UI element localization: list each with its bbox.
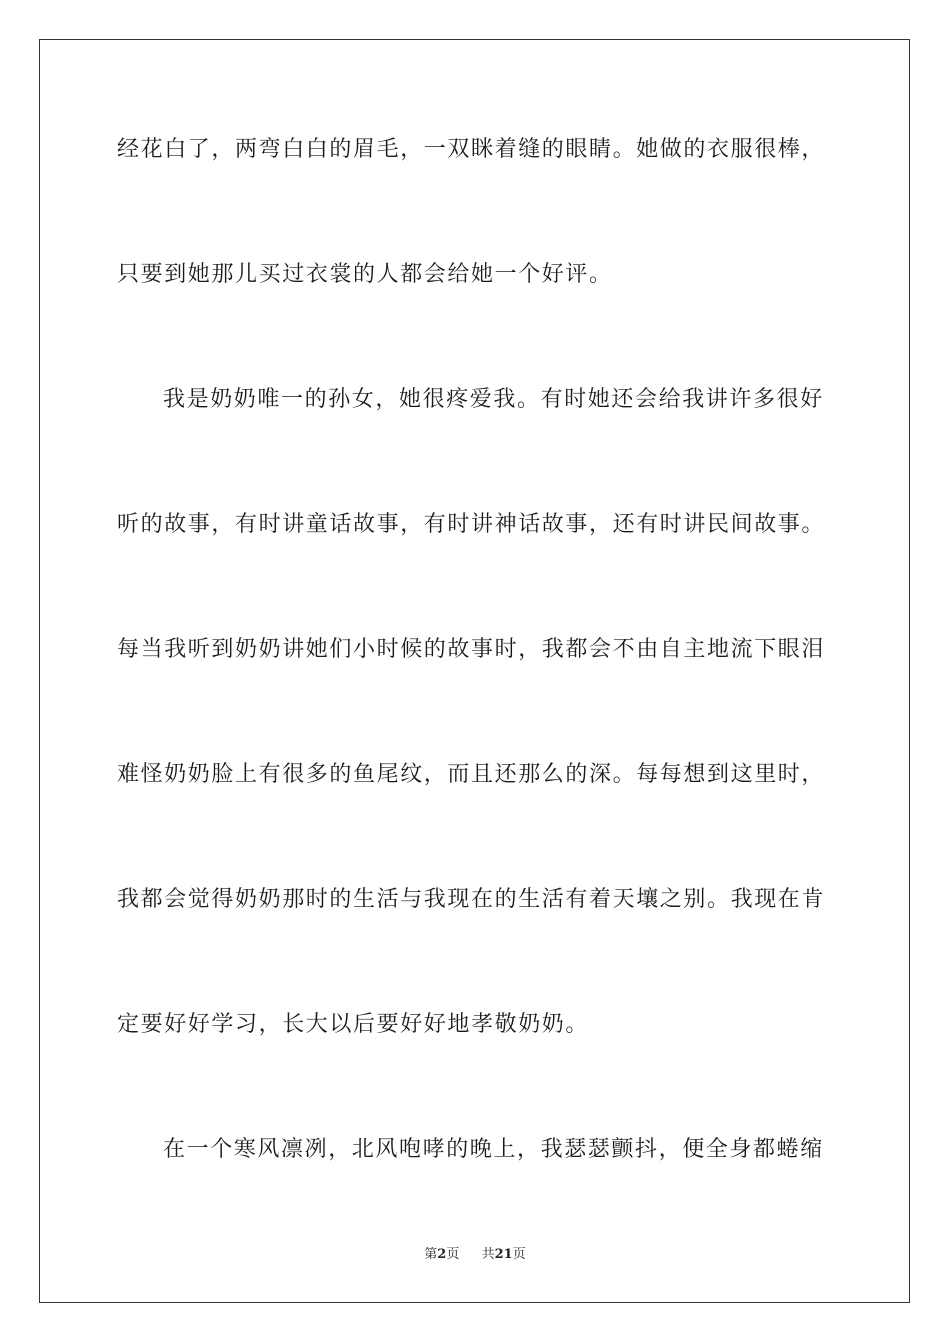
text-line: 每当我听到奶奶讲她们小时候的故事时，我都会不由自主地流下眼泪	[117, 637, 826, 662]
text-line: 经花白了，两弯白白的眉毛，一双眯着缝的眼睛。她做的衣服很棒，	[117, 137, 826, 162]
page-total	[482, 1246, 526, 1264]
text-line: 定要好好学习，长大以后要好好地孝敬奶奶。	[117, 1012, 590, 1037]
text-line: 难怪奶奶脸上有很多的鱼尾纹，而且还那么的深。每每想到这里时，	[117, 762, 826, 787]
total-pages: 21	[494, 1247, 513, 1262]
text-line: 只要到她那儿买过衣裳的人都会给她一个好评。	[117, 262, 613, 287]
paragraph-start-line: 在一个寒风凛冽，北风咆哮的晚上，我瑟瑟颤抖，便全身都蜷缩	[163, 1137, 824, 1162]
total-suffix: 页	[512, 1247, 526, 1262]
page-footer	[0, 1246, 950, 1264]
page-prefix: 第	[424, 1247, 438, 1262]
text-line: 我都会觉得奶奶那时的生活与我现在的生活有着天壤之别。我现在肯	[117, 887, 826, 912]
current-page: 2	[437, 1247, 447, 1262]
paragraph-start-line: 我是奶奶唯一的孙女，她很疼爱我。有时她还会给我讲许多很好	[163, 387, 824, 412]
total-prefix: 共	[481, 1247, 495, 1262]
page-number	[424, 1246, 459, 1264]
page-border	[39, 39, 910, 1303]
text-line: 听的故事，有时讲童话故事，有时讲神话故事，还有时讲民间故事。	[117, 512, 826, 537]
page-suffix: 页	[446, 1247, 460, 1262]
